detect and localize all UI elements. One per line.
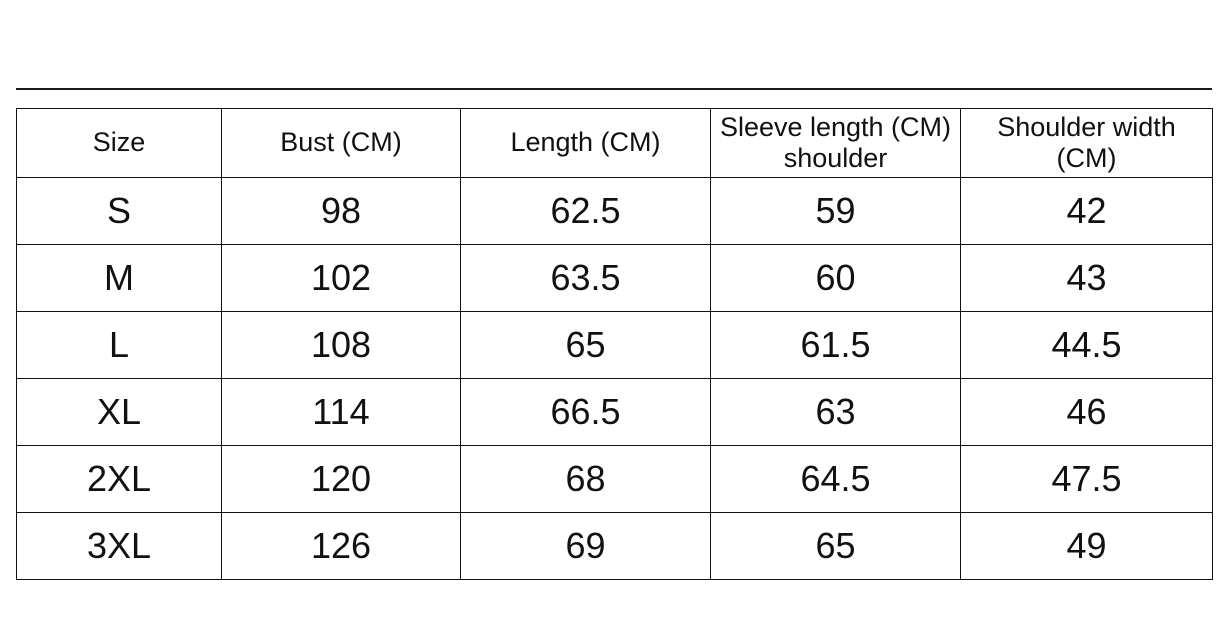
cell-size: S bbox=[17, 178, 222, 245]
cell-sleeve: 64.5 bbox=[711, 446, 961, 513]
table-row bbox=[17, 513, 1213, 580]
cell-length: 62.5 bbox=[461, 178, 711, 245]
cell-length: 65 bbox=[461, 312, 711, 379]
table-row bbox=[17, 245, 1213, 312]
cell-bust: 126 bbox=[222, 513, 461, 580]
cell-length: 69 bbox=[461, 513, 711, 580]
table-row bbox=[17, 312, 1213, 379]
cell-sleeve: 65 bbox=[711, 513, 961, 580]
cell-shoulder: 49 bbox=[961, 513, 1213, 580]
table-row bbox=[17, 178, 1213, 245]
cell-sleeve: 59 bbox=[711, 178, 961, 245]
cell-bust: 98 bbox=[222, 178, 461, 245]
cell-shoulder: 43 bbox=[961, 245, 1213, 312]
top-divider bbox=[16, 88, 1212, 90]
cell-bust: 114 bbox=[222, 379, 461, 446]
table-row bbox=[17, 379, 1213, 446]
cell-size: XL bbox=[17, 379, 222, 446]
cell-sleeve: 60 bbox=[711, 245, 961, 312]
cell-shoulder: 44.5 bbox=[961, 312, 1213, 379]
cell-sleeve: 63 bbox=[711, 379, 961, 446]
cell-shoulder: 46 bbox=[961, 379, 1213, 446]
column-header-bust: Bust (CM) bbox=[222, 109, 461, 178]
column-header-sleeve-length-line1: Sleeve length (CM) bbox=[719, 111, 952, 142]
cell-sleeve: 61.5 bbox=[711, 312, 961, 379]
cell-bust: 108 bbox=[222, 312, 461, 379]
cell-size: L bbox=[17, 312, 222, 379]
column-header-shoulder-width-line1: Shoulder width bbox=[997, 111, 1176, 142]
cell-bust: 120 bbox=[222, 446, 461, 513]
size-chart-table bbox=[16, 108, 1213, 580]
column-header-length: Length (CM) bbox=[461, 109, 711, 178]
table-body bbox=[17, 178, 1213, 580]
cell-length: 63.5 bbox=[461, 245, 711, 312]
cell-length: 66.5 bbox=[461, 379, 711, 446]
table-header bbox=[17, 109, 1213, 178]
table-header-row bbox=[17, 109, 1213, 178]
column-header-sleeve-length bbox=[711, 109, 961, 178]
cell-size: 3XL bbox=[17, 513, 222, 580]
column-header-size: Size bbox=[17, 109, 222, 178]
column-header-shoulder-width bbox=[961, 109, 1213, 178]
column-header-shoulder-width-line2: (CM) bbox=[1056, 143, 1117, 173]
cell-size: 2XL bbox=[17, 446, 222, 513]
table-row bbox=[17, 446, 1213, 513]
column-header-sleeve-length-line2: shoulder bbox=[783, 143, 888, 173]
cell-size: M bbox=[17, 245, 222, 312]
cell-shoulder: 47.5 bbox=[961, 446, 1213, 513]
cell-length: 68 bbox=[461, 446, 711, 513]
cell-shoulder: 42 bbox=[961, 178, 1213, 245]
cell-bust: 102 bbox=[222, 245, 461, 312]
